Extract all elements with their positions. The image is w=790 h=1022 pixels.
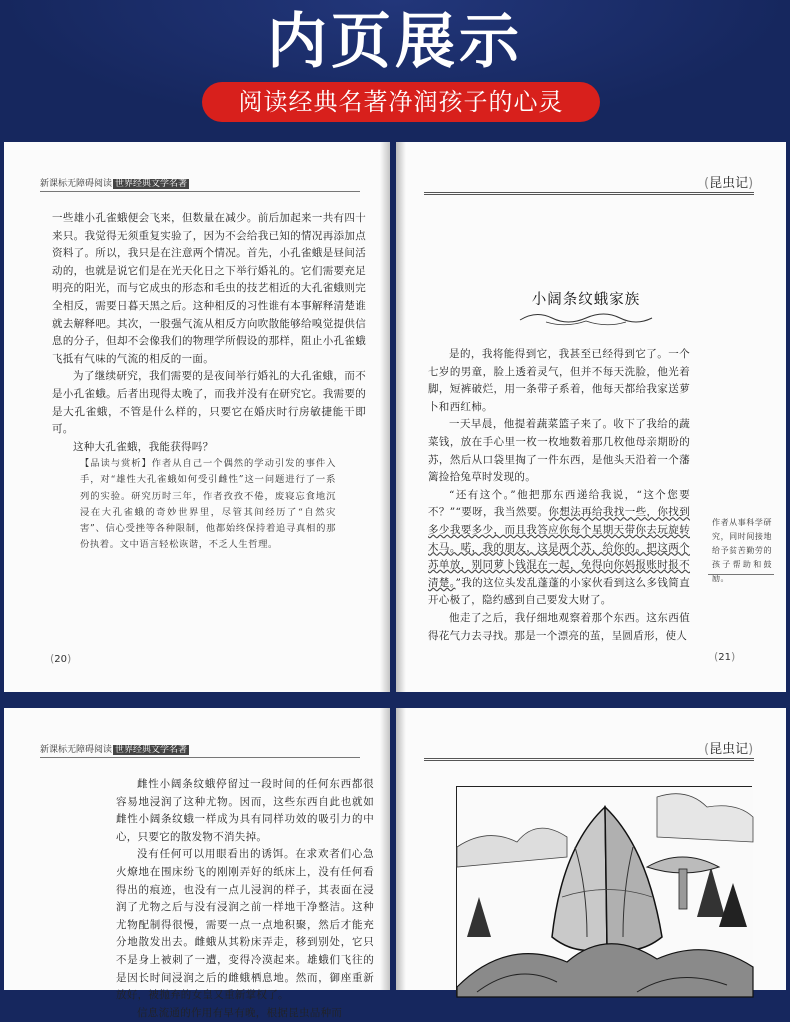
- paragraph: 他走了之后，我仔细地观察着那个东西。这东西值得花气力去寻找。那是一个漂亮的茧，呈圆盾形，使人: [428, 611, 690, 642]
- running-head-rule: [424, 758, 754, 761]
- spread1-left-page: [4, 142, 390, 692]
- paragraph: 没有任何可以用眼看出的诱饵。在求欢者们心急火燎地在围床纷飞的刚刚弄好的纸床上，没有任何看得出的痕迹，也没有一点儿浸润的样子，其表面在浸润了尤物之后与没有浸润之前一样地干净整洁。这种尤物配制得很慢，需要一点一点地积聚，然后才能充分地散发出去。雌蛾从其粉床弄走，移到别处，它只不是身上被刺了一遭，变得冷漠起来。雄蛾们飞往的是因长时间浸润之后的雌蛾栖息地。然而，御座重新放好，被抛弃的女皇又重新掌权了。: [116, 848, 374, 1002]
- body-text: [52, 210, 366, 456]
- paragraph: 一天早晨，他提着蔬菜篮子来了。收下了我给的蔬菜钱，放在手心里一枚一枚地数着那几枚他母亲期盼的苏，然后从口袋里掏了一件东西，是他头天沿着一个藩篱捡拾兔草时发现的。: [428, 418, 690, 484]
- paragraph: 这种大孔雀蛾，我能获得吗？: [73, 440, 214, 453]
- running-head-prefix: 新课标无障碍阅读: [40, 179, 113, 189]
- page-number: (21): [714, 650, 736, 663]
- running-head: (昆虫记): [704, 742, 754, 757]
- spread1-right-page: [396, 142, 786, 692]
- paragraph: 雌性小阔条纹蛾停留过一段时间的任何东西都很容易地浸润了这种尤物。因而，这些东西自此也就如雌性小阔条纹蛾一样成为具有同样功效的吸引力的中心，只要它的散发物不消失掉。: [116, 778, 374, 843]
- section-divider: [0, 692, 790, 708]
- page-gutter-shadow: [380, 708, 390, 990]
- margin-note: 作者从事科学研究，同时间接地给予贫苦勤劳的孩子帮助和鼓励。: [712, 518, 772, 583]
- running-head-prefix: 新课标无障碍阅读: [40, 745, 113, 755]
- body-text: [428, 346, 690, 645]
- page-number: (20): [50, 652, 72, 665]
- running-head: (昆虫记): [704, 176, 754, 191]
- paragraph: “还有这个。”他把那东西递给我说，“这个您要不？”“要呀，我当然要。你想法再给我找一些，你找到多少我要多少，而且我答应你每个星期天带你去玩旋转木马。喏，我的朋友，这是两个苏，给你的。把这两个苏单放，别同萝卜钱混在一起，免得向你妈报账时报不清楚。”我的这位头发乱蓬蓬的小家伙看到这么多钱简直开心极了，隐约感到自己要发大财了。: [428, 488, 690, 607]
- subtitle-banner: 阅读经典名著净润孩子的心灵: [202, 82, 600, 122]
- page-title: 内页展示: [267, 7, 523, 77]
- page-gutter-shadow: [380, 142, 390, 692]
- running-head-series: 世界经典文学名著: [115, 179, 188, 189]
- chapter-title: 小阔条纹蛾家族: [531, 292, 641, 308]
- margin-note-rule: [708, 574, 774, 575]
- spread2-right-page: [396, 708, 786, 990]
- moth-illustration-icon: [456, 786, 752, 996]
- paragraph: 信息流通的作用有早有晚，根据昆虫品种而: [137, 1006, 343, 1019]
- page-gutter-shadow: [396, 142, 406, 692]
- underlined-quote: 你想法再给我找一些，你找到多少我要多少，而且我答应你每个星期天带你去玩旋转木马。喏，我的朋友，这是两个苏，给你的。把这两个苏单放，别同萝卜钱混在一起，免得向你妈报账时报不清楚。: [428, 506, 690, 589]
- page-gutter-shadow: [396, 708, 406, 990]
- title-flourish-icon: [516, 308, 656, 328]
- running-head-rule: [40, 191, 360, 192]
- running-head-series: 世界经典文学名著: [115, 745, 188, 755]
- running-head-rule: [40, 757, 360, 758]
- paragraph: 为了继续研究，我们需要的是夜间举行婚礼的大孔雀蛾，而不是小孔雀蛾。后者出现得太晚了，而我并没有在研究它。我需要的是大孔雀蛾，不管是什么样的，只要它在婚庆时行房敏捷能干即可。: [52, 370, 366, 436]
- running-head: [40, 176, 189, 189]
- running-head: [40, 742, 189, 755]
- paragraph: 一些雄小孔雀蛾便会飞来，但数量在减少。前后加起来一共有四十来只。我觉得无须重复实验了，因为不会给我已知的情况再添加点资料了。所以，我只是在注意两个情况。首先，小孔雀蛾是昼间活动的，也就是说它们是在光天化日之下举行婚礼的。它们需要充足明亮的阳光，而与它成虫的形态和毛虫的技艺相近的大孔雀蛾则完全相反，需要日暮天黑之后。这种相反的习性谁有本事解释清楚谁就去解释吧。其次，一股强气流从相反方向吹散能够给嗅觉提供信息的分子，但却不会像我们的物理学所假设的那样，阻止小孔雀蛾飞抵有气味的气流的相反的一面。: [52, 212, 366, 365]
- running-head-rule: [424, 192, 754, 195]
- paragraph: 是的，我将能得到它，我甚至已经得到它了。一个七岁的男童，脸上透着灵气，但并不每天洗脸，他光着脚，短裤破烂，用一条带子系着，他每天都给我家送萝卜和西红柿。: [428, 348, 690, 413]
- body-text: [116, 776, 374, 1022]
- commentary-box: 【品读与赏析】作者从自己一个偶然的学动引发的事件入手，对“雄性大孔雀蛾如何受引雌性”这一问题进行了一系列的实验。研究历时三年，作者孜孜不倦，废寝忘食地沉浸在大孔雀蛾的奇妙世界里，尽管其间经历了“自然灾害”、信心受挫等各种限制，他都始终保持着追寻真相的那份执着。文中语言轻松诙谐，不乏人生哲理。: [80, 458, 336, 551]
- spread2-left-page: [4, 708, 390, 1019]
